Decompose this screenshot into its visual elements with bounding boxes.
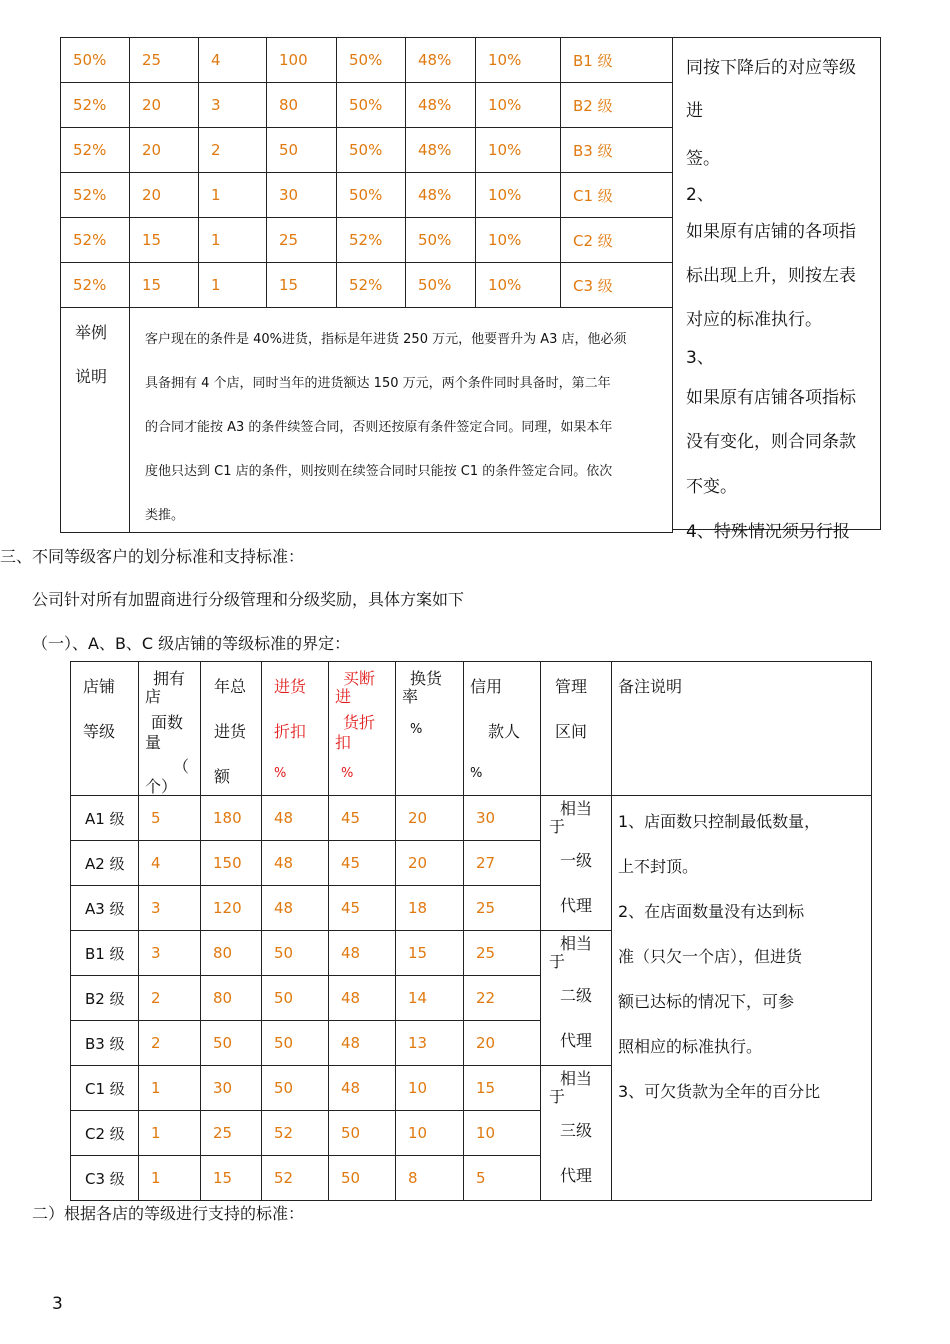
- grade-label: B2 级: [71, 976, 139, 1021]
- table-cell: 45: [329, 886, 396, 931]
- header-store-grade: 店铺 等级: [71, 662, 139, 796]
- table-cell: 25: [464, 886, 541, 931]
- table-cell: 1: [199, 173, 267, 218]
- table-cell: 1: [139, 1066, 201, 1111]
- table-cell: 15: [130, 263, 199, 308]
- table-cell: 180: [201, 796, 262, 841]
- table-cell: 2: [199, 128, 267, 173]
- grade-label: C1 级: [71, 1066, 139, 1111]
- table-cell: 80: [201, 976, 262, 1021]
- grade-label: B3 级: [71, 1021, 139, 1066]
- table-cell: B2 级: [561, 83, 673, 128]
- table-cell: 50%: [337, 173, 406, 218]
- table-cell: C3 级: [561, 263, 673, 308]
- table-cell: B3 级: [561, 128, 673, 173]
- remarks-text-line: 1、店面数只控制最低数量，: [618, 812, 821, 831]
- table-cell: 1: [139, 1156, 201, 1201]
- remarks-text-line: 3、可欠货款为全年的百分比: [618, 1082, 821, 1101]
- remarks-text-line: 上不封顶。: [618, 857, 699, 876]
- table-cell: 50: [262, 931, 329, 976]
- table-cell: 10%: [476, 38, 561, 83]
- remarks-text-line: 准（只欠一个店），但进货: [618, 947, 803, 966]
- table-cell: 120: [201, 886, 262, 931]
- table-cell: 1: [199, 263, 267, 308]
- table-cell: 10%: [476, 83, 561, 128]
- table-cell: 50: [329, 1111, 396, 1156]
- table-cell: 10: [464, 1111, 541, 1156]
- side-rule-line: 不变。: [686, 477, 737, 497]
- table-row: [61, 83, 673, 128]
- table-cell: 50: [267, 128, 337, 173]
- table-row: [61, 218, 673, 263]
- table-cell: 18: [396, 886, 464, 931]
- table-cell: 1: [199, 218, 267, 263]
- table-cell: 48: [329, 931, 396, 976]
- table-cell: 15: [130, 218, 199, 263]
- grade-label: B1 级: [71, 931, 139, 976]
- table-cell: 8: [396, 1156, 464, 1201]
- side-rule-line: 4、特殊情况须另行报: [686, 522, 850, 542]
- table-cell: 48%: [406, 128, 476, 173]
- table-cell: 48: [329, 1066, 396, 1111]
- table-cell: 45: [329, 841, 396, 886]
- management-range-text: 于: [549, 952, 566, 971]
- table-cell: 50: [262, 1021, 329, 1066]
- table-cell: 48: [262, 796, 329, 841]
- table-cell: 4: [199, 38, 267, 83]
- side-rule-line: 同按下降后的对应等级: [686, 58, 856, 78]
- table-cell: 50%: [337, 83, 406, 128]
- table-cell: 5: [464, 1156, 541, 1201]
- table-cell: 3: [199, 83, 267, 128]
- table-cell: 50: [201, 1021, 262, 1066]
- grade-label: C2 级: [71, 1111, 139, 1156]
- table-cell: 20: [130, 173, 199, 218]
- table-cell: 1: [139, 1111, 201, 1156]
- table-cell: 52%: [61, 128, 130, 173]
- table-cell: 50%: [337, 38, 406, 83]
- rules-side-panel: [672, 37, 881, 542]
- upgrade-criteria-table: [60, 37, 673, 533]
- table-cell: 100: [267, 38, 337, 83]
- table-cell: 20: [464, 1021, 541, 1066]
- table-cell: 15: [201, 1156, 262, 1201]
- table-cell: 52%: [61, 263, 130, 308]
- management-range-text: 代理: [559, 896, 592, 915]
- table-row: [61, 263, 673, 308]
- side-rule-line: 进: [686, 101, 703, 121]
- side-rule-line: 没有变化，则合同条款: [686, 432, 856, 452]
- example-text-line: 的合同才能按 A3 的条件续签合同，否则还按原有条件签定合同。同理，如果本年: [145, 420, 613, 435]
- header-management-range: 管理 区间: [541, 662, 612, 796]
- table-cell: 30: [267, 173, 337, 218]
- table-cell: B1 级: [561, 38, 673, 83]
- table-cell: 48%: [406, 83, 476, 128]
- side-rule-line: 签。: [686, 149, 720, 169]
- table-cell: 10%: [476, 128, 561, 173]
- management-range-text: 代理: [559, 1166, 592, 1185]
- example-cell: [61, 308, 673, 533]
- table-cell: 50: [262, 976, 329, 1021]
- side-rule-line: 2、: [686, 185, 714, 205]
- table-cell: 4: [139, 841, 201, 886]
- management-range-cell: [541, 796, 612, 931]
- table-cell: 13: [396, 1021, 464, 1066]
- table-cell: 52: [262, 1156, 329, 1201]
- table-cell: 10%: [476, 263, 561, 308]
- example-label: 说明: [75, 367, 108, 386]
- management-range-text: 相当: [559, 1069, 592, 1088]
- intro-text: 公司针对所有加盟商进行分级管理和分级奖励，具体方案如下: [32, 590, 465, 609]
- subsection-title-2: 二）根据各店的等级进行支持的标准：: [32, 1204, 305, 1223]
- table-cell: 3: [139, 931, 201, 976]
- section-title: 三、不同等级客户的划分标准和支持标准：: [0, 547, 305, 566]
- table-row: [61, 38, 673, 83]
- table-cell: 25: [267, 218, 337, 263]
- side-rule-line: 标出现上升，则按左表: [686, 266, 856, 286]
- table-row: [61, 173, 673, 218]
- table-cell: 50%: [406, 218, 476, 263]
- table-cell: 14: [396, 976, 464, 1021]
- table-cell: 10: [396, 1111, 464, 1156]
- table-cell: 50: [329, 1156, 396, 1201]
- header-purchase-discount: 进货 折扣 %: [262, 662, 329, 796]
- table-cell: 30: [201, 1066, 262, 1111]
- table-row: [61, 128, 673, 173]
- table-cell: 15: [396, 931, 464, 976]
- table-cell: 15: [464, 1066, 541, 1111]
- grade-label: A1 级: [71, 796, 139, 841]
- grade-standard-table: [70, 661, 872, 1201]
- management-range-text: 三级: [559, 1121, 592, 1140]
- management-range-text: 于: [549, 817, 566, 836]
- management-range-text: 一级: [559, 851, 592, 870]
- header-buyout-discount: 买断 进 货折 扣 %: [329, 662, 396, 796]
- table-cell: 10%: [476, 173, 561, 218]
- table-cell: 48: [262, 886, 329, 931]
- remarks-text-line: 2、在店面数量没有达到标: [618, 902, 805, 921]
- side-rule-line: 对应的标准执行。: [686, 310, 822, 330]
- table-cell: 80: [267, 83, 337, 128]
- table-cell: 25: [201, 1111, 262, 1156]
- table-cell: 20: [130, 128, 199, 173]
- remarks-text-line: 额已达标的情况下，可参: [618, 992, 795, 1011]
- header-remarks: 备注说明: [612, 662, 872, 796]
- table-cell: 48: [329, 1021, 396, 1066]
- table-cell: 15: [267, 263, 337, 308]
- example-text-line: 类推。: [145, 508, 185, 523]
- example-text-line: 客户现在的条件是 40%进货，指标是年进货 250 万元，他要晋升为 A3 店，他必须: [145, 332, 627, 347]
- table-cell: 10%: [476, 218, 561, 263]
- header-annual-purchase: 年总 进货 额: [201, 662, 262, 796]
- table-cell: 48%: [406, 173, 476, 218]
- table-cell: 52%: [61, 83, 130, 128]
- table-cell: 150: [201, 841, 262, 886]
- remarks-text-line: 照相应的标准执行。: [618, 1037, 763, 1056]
- header-store-count: 拥有 店 面数 量 （ 个）: [139, 662, 201, 796]
- table-cell: C2 级: [561, 218, 673, 263]
- table-cell: 52%: [337, 263, 406, 308]
- example-text-line: 具备拥有 4 个店，同时当年的进货额达 150 万元，两个条件同时具备时，第二年: [145, 376, 611, 391]
- page-number: 3: [52, 1294, 63, 1314]
- side-rule-line: 3、: [686, 348, 714, 368]
- table-row: [71, 796, 872, 841]
- table-cell: 30: [464, 796, 541, 841]
- example-label: 举例: [75, 323, 108, 342]
- management-range-text: 二级: [559, 986, 592, 1005]
- management-range-text: 相当: [559, 934, 592, 953]
- table-cell: 25: [130, 38, 199, 83]
- table-cell: 45: [329, 796, 396, 841]
- example-text-line: 度他只达到 C1 店的条件，则按则在续签合同时只能按 C1 的条件签定合同。依次: [145, 464, 613, 479]
- table-cell: 50%: [406, 263, 476, 308]
- management-range-text: 代理: [559, 1031, 592, 1050]
- header-exchange-rate: 换货 率 %: [396, 662, 464, 796]
- remarks-cell: [612, 796, 872, 1201]
- table-cell: 48: [329, 976, 396, 1021]
- grade-label: A3 级: [71, 886, 139, 931]
- table-cell: 52%: [61, 173, 130, 218]
- subsection-title: （一）、A、B、C 级店铺的等级标准的界定：: [32, 634, 351, 653]
- table-cell: 50: [262, 1066, 329, 1111]
- table-cell: 27: [464, 841, 541, 886]
- table-cell: 52%: [61, 218, 130, 263]
- table-cell: 20: [130, 83, 199, 128]
- table-cell: 52%: [337, 218, 406, 263]
- table-cell: C1 级: [561, 173, 673, 218]
- grade-label: A2 级: [71, 841, 139, 886]
- table-cell: 10: [396, 1066, 464, 1111]
- table-cell: 20: [396, 796, 464, 841]
- table-cell: 22: [464, 976, 541, 1021]
- table-cell: 2: [139, 976, 201, 1021]
- header-credit: 信用 款人 %: [464, 662, 541, 796]
- table-cell: 3: [139, 886, 201, 931]
- management-range-cell: [541, 1066, 612, 1201]
- management-range-text: 于: [549, 1087, 566, 1106]
- table-cell: 80: [201, 931, 262, 976]
- table-cell: 52: [262, 1111, 329, 1156]
- grade-label: C3 级: [71, 1156, 139, 1201]
- side-rule-line: 如果原有店铺的各项指: [686, 222, 856, 242]
- management-range-text: 相当: [559, 799, 592, 818]
- table-cell: 48: [262, 841, 329, 886]
- table-cell: 20: [396, 841, 464, 886]
- table-cell: 5: [139, 796, 201, 841]
- table-cell: 25: [464, 931, 541, 976]
- table-cell: 50%: [61, 38, 130, 83]
- table-cell: 2: [139, 1021, 201, 1066]
- table-cell: 48%: [406, 38, 476, 83]
- management-range-cell: [541, 931, 612, 1066]
- table-cell: 50%: [337, 128, 406, 173]
- side-rule-line: 如果原有店铺各项指标: [686, 388, 856, 408]
